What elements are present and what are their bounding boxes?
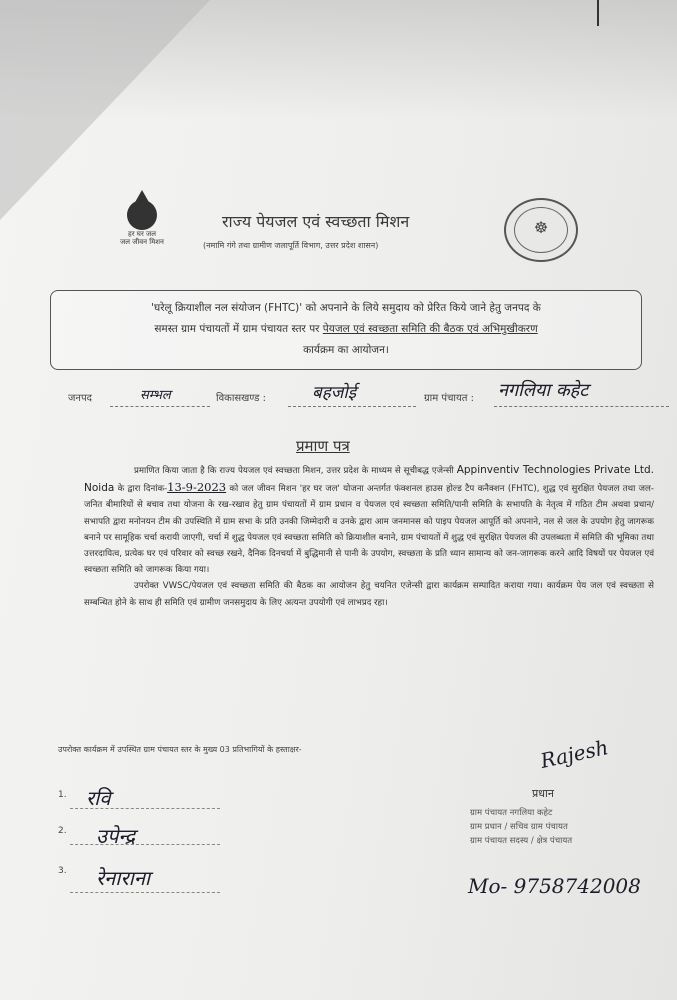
panchayat-value: नगलिया कहेट bbox=[498, 380, 589, 401]
participant-num-3: 3. bbox=[58, 866, 67, 876]
stamp-line-3: ग्राम पंचायत सदस्य / क्षेत्र पंचायत bbox=[470, 836, 573, 846]
district-line bbox=[110, 406, 210, 407]
district-value: सम्भल bbox=[140, 388, 171, 403]
subject-line-1: 'घरेलू क्रियाशील नल संयोजन (FHTC)' को अपनाने के लिये समुदाय को प्रेरित किये जाने हेतु जनपद के bbox=[151, 302, 541, 314]
participant-signature-1: रवि bbox=[86, 786, 111, 810]
pradhan-mobile: Mo- 9758742008 bbox=[468, 874, 641, 898]
participant-signature-2: उपेन्द्र bbox=[96, 824, 136, 848]
subject-line-2 bbox=[59, 319, 633, 340]
participant-signature-3: रेनाराना bbox=[96, 866, 151, 890]
jal-jeevan-mission-logo bbox=[112, 200, 172, 262]
para1-a: प्रमाणित किया जाता है कि राज्य पेयजल एवं स्वच्छता मिशन, उत्तर प्रदेश के माध्यम से सूचीबद्ध एजेन्सी bbox=[134, 466, 457, 476]
para1-c: को जल जीवन मिशन 'हर घर जल' योजना अन्तर्गत फंक्शनल हाउस होल्ड टैप कनैक्शन (FHTC), शुद्ध एवं सुरक्षित पेयजल तथा जल-जनित बीमारियों से बचाव तथा योजना के रख-रखाव हेतु ग्राम पंचायतों में ग्राम प्रधान व पेयजल एवं स्वच्छता समिति/पानी समिति के सभापति के नेतृत्व में गठित टीम अथवा प्रधान/सभापति द्वारा मनोनयन टीम की उपस्थिति में ग्राम सभा के प्रति उनकी जिम्मेदारी व उनके द्वारा आम जनमानस को पाइप पेयजल आपूर्ति को अपनाने, नल से जल के उपयोग हेतु जागरूक बनाने पर सामूहिक चर्चा करायी जाएगी, चर्चा में शुद्ध पेयजल एवं स्वच्छता समिति को क्रियाशील बनाने, ग्राम पंचायतों में शुद्ध एवं सुरक्षित पेयजल की उपलब्धता में समिति की भूमिका तथा उत्तरदायित्व, प्रत्येक घर एवं परिवार को स्वच्छ रखने, दैनिक दिनचर्या में बुद्धिमानी से पानी के उपयोग, स्वच्छता के प्रति ध्यान सामान्य को जन-जागरूक करने आदि विषयों पर पेयजल एवं स्वच्छता समिति को जागरूक किया गया। bbox=[84, 484, 654, 576]
agency-name: Appinventiv Technologies Private Ltd. Noida bbox=[84, 464, 654, 495]
certificate-paragraph-1 bbox=[84, 462, 654, 578]
subject-text bbox=[59, 298, 633, 361]
mission-subtitle: (नमामि गंगे तथा ग्रामीण जलापूर्ति विभाग, उत्तर प्रदेश शासन) bbox=[203, 241, 379, 250]
pen-mark bbox=[597, 0, 599, 26]
subject-line-2-underlined: पेयजल एवं स्वच्छता समिति की बैठक एवं अभिमुखीकरण bbox=[322, 323, 538, 335]
signature-line-1 bbox=[70, 808, 220, 809]
up-government-seal-icon: ☸ bbox=[504, 198, 578, 262]
panchayat-label: ग्राम पंचायत : bbox=[424, 393, 475, 404]
block-line bbox=[288, 406, 416, 407]
block-value: बहजोई bbox=[312, 383, 357, 403]
participants-label: उपरोक्त कार्यक्रम में उपस्थित ग्राम पंचायत स्तर के मुख्य 03 प्रतिभागियों के हस्ताक्षर- bbox=[58, 745, 302, 754]
subject-line-3: कार्यक्रम का आयोजन। bbox=[303, 344, 389, 356]
certificate-body bbox=[84, 462, 654, 611]
para2-text: उपरोक्त VWSC/पेयजल एवं स्वच्छता समिति की बैठक का आयोजन हेतु चयनित एजेन्सी द्वारा कार्यक्रम सम्पादित कराया गया। कार्यक्रम पेय जल एवं स्वच्छता से सम्बन्धित होने के साथ ही समिति एवं ग्रामीण जनसमुदाय के लिए अत्यन्त उपयोगी एवं लाभप्रद रहा। bbox=[84, 581, 654, 608]
subject-line-2-plain: समस्त ग्राम पंचायतों में ग्राम पंचायत स्तर पर bbox=[154, 323, 323, 335]
subject-box bbox=[50, 290, 642, 370]
panchayat-line bbox=[494, 406, 669, 407]
event-date: 13-9-2023 bbox=[167, 480, 227, 495]
para1-b: के द्वारा दिनांक- bbox=[114, 484, 168, 495]
certificate-title: प्रमाण पत्र bbox=[296, 437, 350, 455]
logo-text-1: हर घर जल bbox=[128, 230, 156, 238]
participant-num-2: 2. bbox=[58, 826, 67, 836]
stamp-line-1: ग्राम पंचायत नगलिया कहेट bbox=[470, 808, 553, 818]
logo-text-2: जल जीवन मिशन bbox=[120, 238, 164, 246]
pradhan-title: प्रधान bbox=[532, 787, 554, 800]
district-label: जनपद bbox=[68, 393, 92, 404]
stamp-line-2: ग्राम प्रधान / सचिव ग्राम पंचायत bbox=[470, 822, 568, 832]
pradhan-signature: Rajesh bbox=[538, 735, 611, 773]
certificate-paragraph-2 bbox=[84, 578, 654, 610]
pradhan-stamp bbox=[470, 806, 650, 848]
water-drop-icon bbox=[127, 200, 157, 230]
page-shadow-corner bbox=[0, 0, 210, 220]
signature-line-3 bbox=[70, 892, 220, 893]
block-label: विकासखण्ड : bbox=[216, 393, 267, 404]
signature-line-2 bbox=[70, 844, 220, 845]
participant-num-1: 1. bbox=[58, 790, 67, 800]
mission-title: राज्य पेयजल एवं स्वच्छता मिशन bbox=[222, 212, 410, 231]
